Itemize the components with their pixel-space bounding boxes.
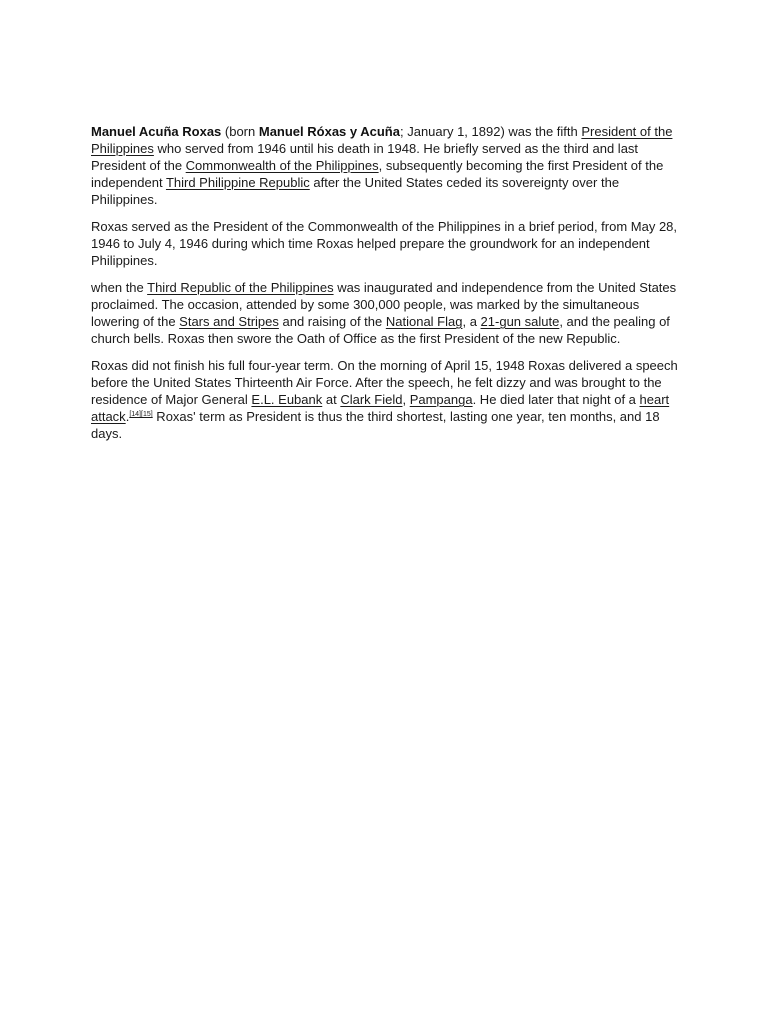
paragraph-inauguration: [91, 279, 681, 347]
paragraph-death: [91, 357, 681, 442]
link-president-of-the-philippines[interactable]: President of the Philippines: [91, 124, 673, 156]
text-span: when the: [91, 280, 148, 295]
text-span: after the United States ceded its sovereignty over the Philippines.: [91, 175, 620, 207]
text-span: was inaugurated and independence from the United States proclaimed. The occasion, attended by some 300,000 people, was marked by the simultaneous lowering of the: [91, 280, 677, 329]
subject-name: Manuel Acuña Roxas: [91, 124, 222, 139]
link-el-eubank[interactable]: E.L. Eubank: [251, 392, 323, 407]
text-span: , and the pealing of church bells. Roxas then swore the Oath of Office as the first President of the new Republic.: [91, 314, 670, 346]
text-span: Roxas did not finish his full four-year term. On the morning of April 15, 1948 Roxas delivered a speech before the United States Thirteenth Air Force. After the speech, he felt dizzy and was brought to the residence of Major General: [91, 358, 678, 407]
link-heart-attack[interactable]: heart attack: [91, 392, 670, 424]
link-pampanga[interactable]: Pampanga: [409, 392, 473, 407]
link-national-flag[interactable]: National Flag: [385, 314, 463, 329]
article-body: [91, 123, 681, 452]
text-span: ; January 1, 1892) was the fifth: [399, 124, 582, 139]
text-span: , subsequently becoming the first President of the independent: [91, 158, 664, 190]
link-commonwealth-of-the-philippines[interactable]: Commonwealth of the Philippines: [185, 158, 379, 173]
link-21-gun-salute[interactable]: 21-gun salute: [480, 314, 560, 329]
link-clark-field[interactable]: Clark Field: [340, 392, 403, 407]
text-span: Roxas' term as President is thus the third shortest, lasting one year, ten months, and 18 days.: [91, 409, 660, 441]
link-third-republic-of-the-philippines[interactable]: Third Republic of the Philippines: [147, 280, 334, 295]
text-span: . He died later that night of a: [472, 392, 640, 407]
text-span: at: [322, 392, 341, 407]
citation-14: [129, 411, 141, 418]
text-span: (born: [221, 124, 259, 139]
paragraph-commonwealth-term: Roxas served as the President of the Commonwealth of the Philippines in a brief period, from May 28, 1946 to July 4, 1946 during which time Roxas helped prepare the groundwork for an independent Philippines.: [91, 219, 678, 268]
text-span: and raising of the: [278, 314, 386, 329]
text-span: , a: [462, 314, 481, 329]
birth-name: Manuel Róxas y Acuña: [258, 124, 400, 139]
citation-link-14[interactable]: [14]: [129, 411, 141, 418]
text-span: ,: [402, 392, 410, 407]
text-span: .: [125, 409, 130, 424]
citation-link-15[interactable]: [15]: [141, 411, 153, 418]
link-third-philippine-republic[interactable]: Third Philippine Republic: [165, 175, 310, 190]
link-stars-and-stripes[interactable]: Stars and Stripes: [179, 314, 279, 329]
citation-15: [141, 411, 153, 418]
text-span: who served from 1946 until his death in 1948. He briefly served as the third and last President of the: [91, 141, 639, 173]
paragraph-intro: [91, 123, 681, 208]
